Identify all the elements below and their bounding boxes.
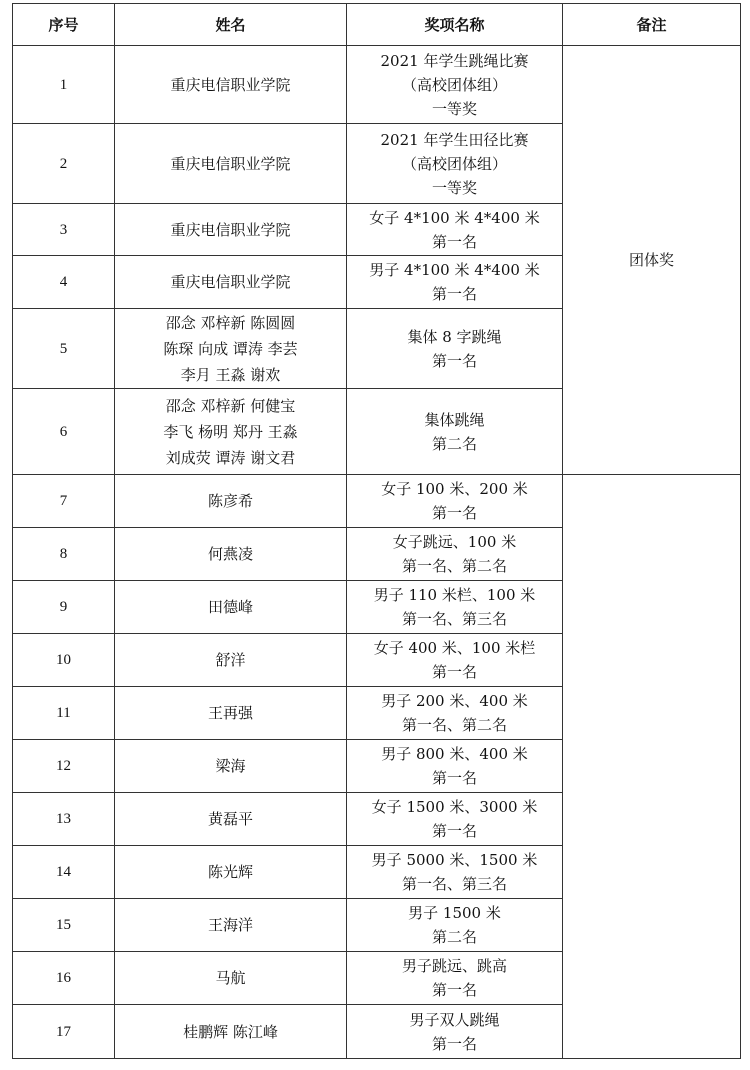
row-index: 9 [13, 581, 115, 634]
row-index: 10 [13, 634, 115, 687]
row-award: 男子 800 米、400 米 第一名 [347, 740, 563, 793]
row-index: 16 [13, 952, 115, 1005]
row-name: 王再强 [115, 687, 347, 740]
header-name: 姓名 [115, 4, 347, 46]
header-index: 序号 [13, 4, 115, 46]
row-name: 重庆电信职业学院 [115, 204, 347, 256]
row-index: 6 [13, 389, 115, 475]
row-name: 邵念 邓梓新 陈圆圆 陈琛 向成 谭涛 李芸 李月 王淼 谢欢 [115, 309, 347, 389]
row-index: 15 [13, 899, 115, 952]
row-index: 5 [13, 309, 115, 389]
row-index: 13 [13, 793, 115, 846]
row-index: 1 [13, 46, 115, 124]
row-name: 桂鹏辉 陈江峰 [115, 1005, 347, 1059]
row-award: 2021 年学生跳绳比赛 （高校团体组） 一等奖 [347, 46, 563, 124]
row-name: 田德峰 [115, 581, 347, 634]
row-index: 12 [13, 740, 115, 793]
row-award: 女子 400 米、100 米栏 第一名 [347, 634, 563, 687]
header-note: 备注 [563, 4, 741, 46]
row-index: 11 [13, 687, 115, 740]
row-award: 男子 4*100 米 4*400 米 第一名 [347, 256, 563, 309]
row-award: 2021 年学生田径比赛 （高校团体组） 一等奖 [347, 124, 563, 204]
row-name: 舒洋 [115, 634, 347, 687]
row-index: 17 [13, 1005, 115, 1059]
row-name: 梁海 [115, 740, 347, 793]
row-name: 重庆电信职业学院 [115, 124, 347, 204]
row-award: 女子 100 米、200 米 第一名 [347, 475, 563, 528]
row-award: 男子双人跳绳 第一名 [347, 1005, 563, 1059]
row-award: 集体 8 字跳绳 第一名 [347, 309, 563, 389]
row-name: 黄磊平 [115, 793, 347, 846]
row-index: 8 [13, 528, 115, 581]
row-index: 14 [13, 846, 115, 899]
row-name: 重庆电信职业学院 [115, 46, 347, 124]
row-award: 集体跳绳 第二名 [347, 389, 563, 475]
header-row [13, 4, 741, 46]
row-award: 女子 4*100 米 4*400 米 第一名 [347, 204, 563, 256]
row-index: 2 [13, 124, 115, 204]
row-award: 男子 1500 米 第二名 [347, 899, 563, 952]
header-award: 奖项名称 [347, 4, 563, 46]
row-award: 男子 5000 米、1500 米 第一名、第三名 [347, 846, 563, 899]
row-award: 男子 110 米栏、100 米 第一名、第三名 [347, 581, 563, 634]
row-name: 邵念 邓梓新 何健宝 李飞 杨明 郑丹 王淼 刘成荧 谭涛 谢文君 [115, 389, 347, 475]
row-award: 女子跳远、100 米 第一名、第二名 [347, 528, 563, 581]
row-name: 陈彦希 [115, 475, 347, 528]
row-award: 男子跳远、跳高 第一名 [347, 952, 563, 1005]
awards-table [12, 3, 741, 1059]
row-index: 7 [13, 475, 115, 528]
table-row [13, 46, 741, 124]
row-award: 男子 200 米、400 米 第一名、第二名 [347, 687, 563, 740]
note-cell-group [563, 46, 741, 475]
row-index: 3 [13, 204, 115, 256]
group-note: 团体奖 [628, 251, 674, 269]
table-row [13, 475, 741, 528]
row-name: 陈光辉 [115, 846, 347, 899]
row-index: 4 [13, 256, 115, 309]
row-award: 女子 1500 米、3000 米 第一名 [347, 793, 563, 846]
row-name: 马航 [115, 952, 347, 1005]
row-name: 重庆电信职业学院 [115, 256, 347, 309]
note-cell [563, 475, 741, 1059]
row-name: 王海洋 [115, 899, 347, 952]
row-name: 何燕凌 [115, 528, 347, 581]
